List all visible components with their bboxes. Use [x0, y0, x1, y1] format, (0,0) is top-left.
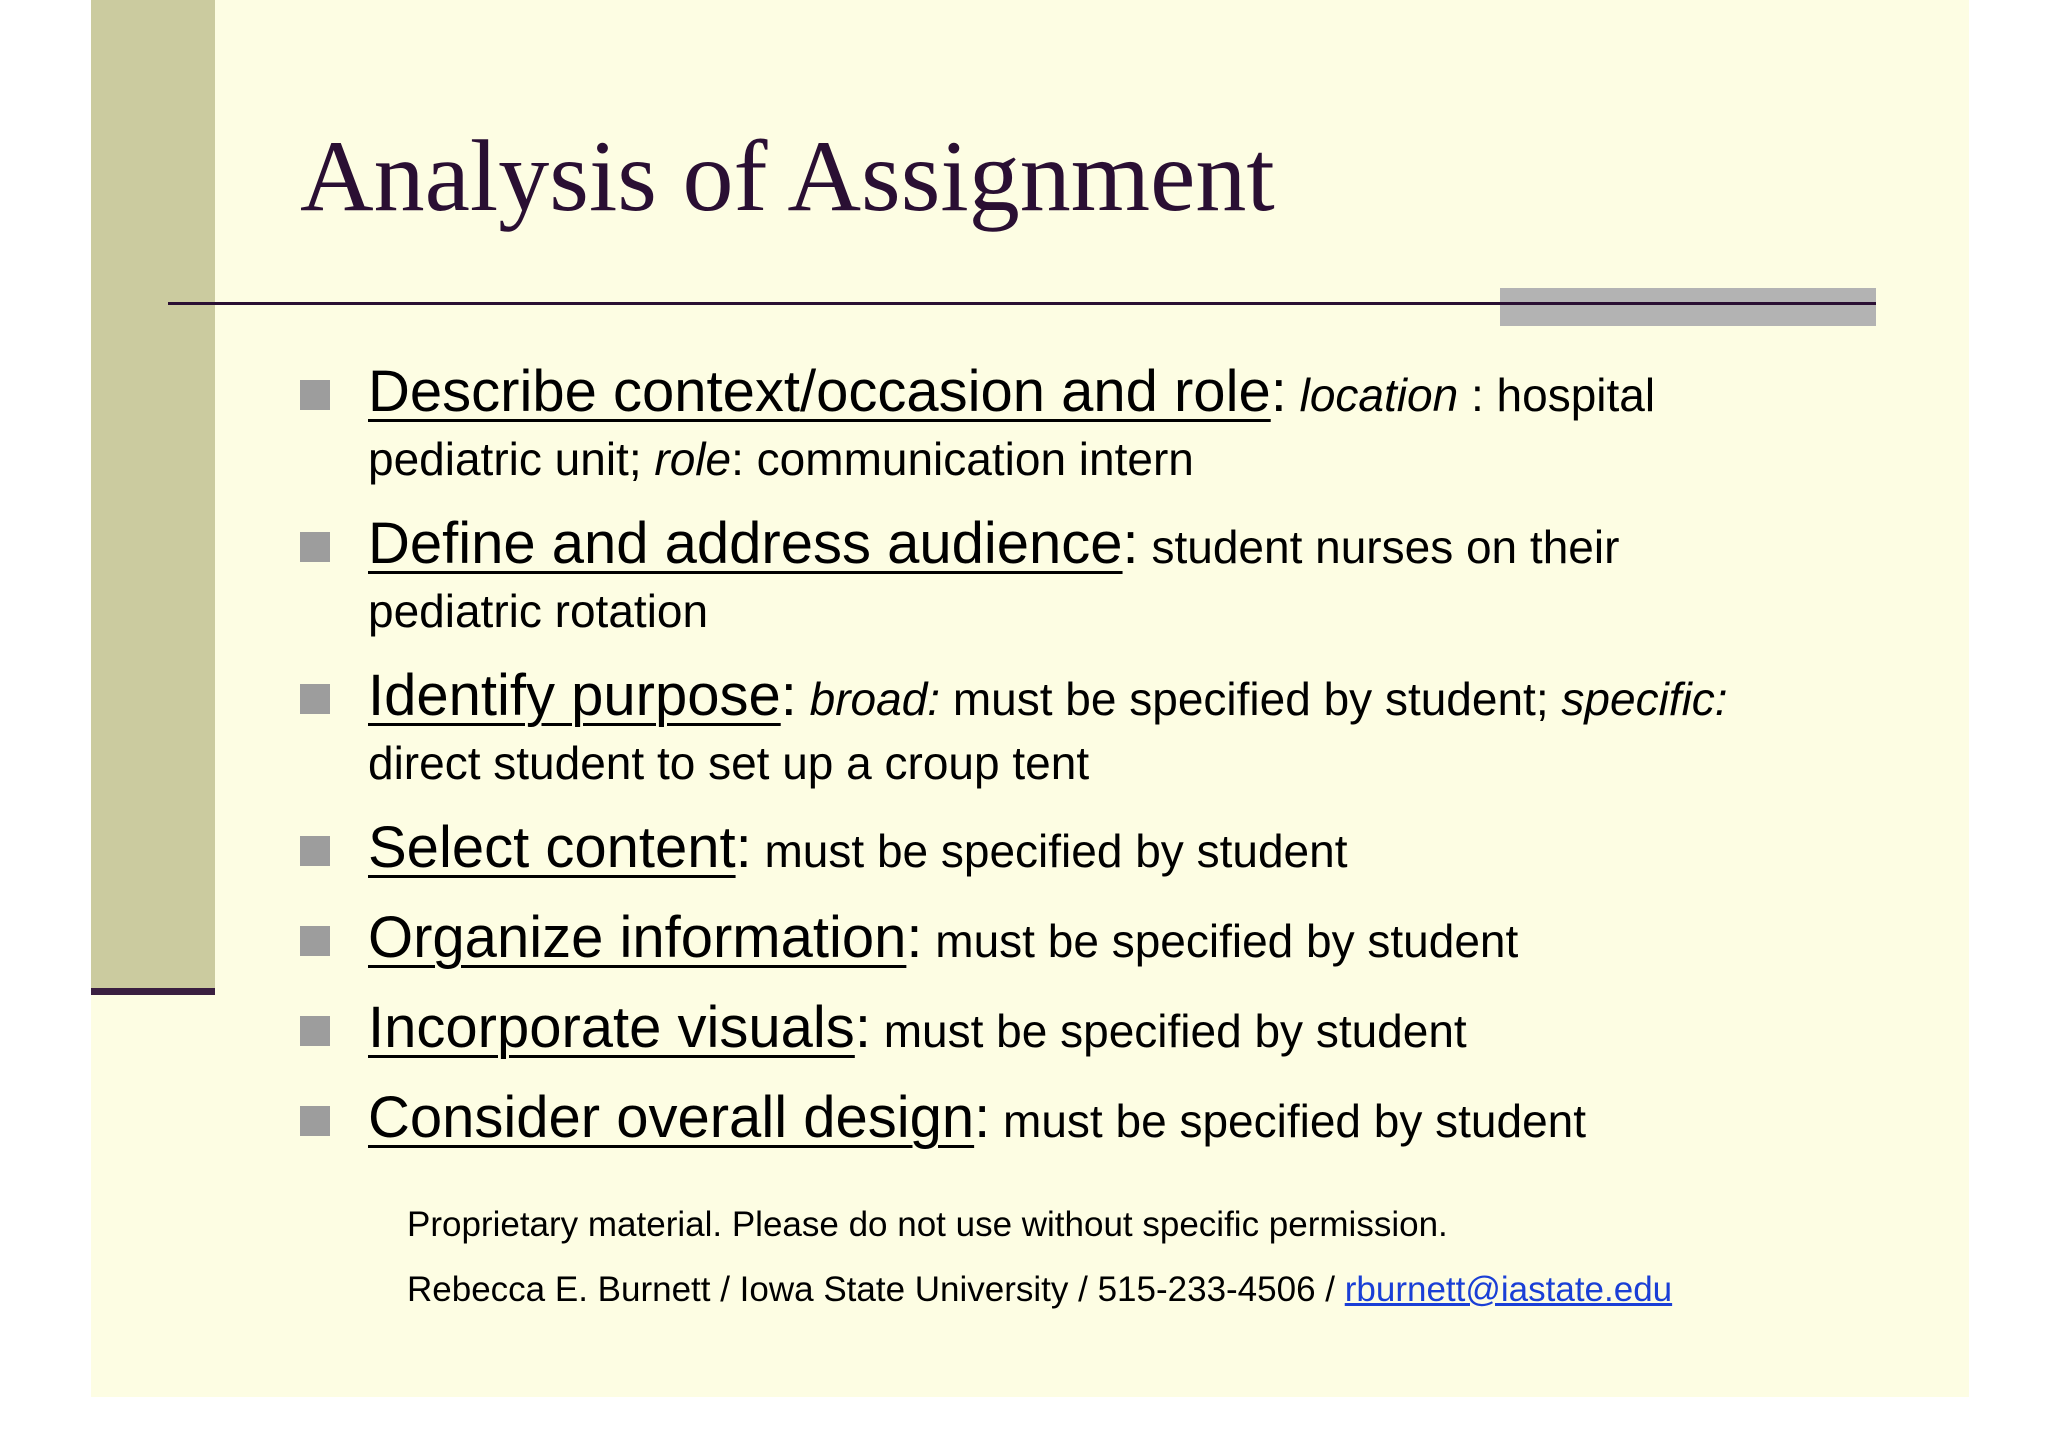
left-accent-line	[91, 988, 215, 995]
square-bullet-icon	[300, 1016, 330, 1046]
bullet-text: : hospital pediatric unit;	[368, 369, 1656, 485]
bullet-colon: :	[906, 905, 923, 970]
bullet-heading: Incorporate visuals	[368, 995, 855, 1060]
left-accent-bar	[91, 0, 215, 990]
bullet-colon: :	[1270, 359, 1287, 424]
bullet-heading: Select content	[368, 815, 736, 880]
square-bullet-icon	[300, 926, 330, 956]
footer-contact	[407, 1270, 1672, 1310]
bullet-item	[368, 996, 1788, 1063]
square-bullet-icon	[300, 532, 330, 562]
bullet-italic-label: location	[1299, 369, 1459, 421]
square-bullet-icon	[300, 380, 330, 410]
square-bullet-icon	[300, 684, 330, 714]
bullet-heading: Consider overall design	[368, 1085, 975, 1150]
bullet-item	[368, 816, 1788, 883]
bullet-colon: :	[1122, 511, 1139, 576]
bullet-text: direct student to set up a croup tent	[368, 737, 1090, 789]
bullet-text: must be specified by student	[870, 1005, 1467, 1057]
bullet-colon: :	[735, 815, 752, 880]
bullet-heading: Organize information	[368, 905, 907, 970]
bullet-italic-label: specific:	[1561, 673, 1728, 725]
footer-proprietary-notice: Proprietary material. Please do not use without specific permission.	[407, 1205, 1448, 1244]
divider-accent-line	[1500, 302, 1876, 305]
bullet-heading: Describe context/occasion and role	[368, 359, 1271, 424]
footer-contact-text: Rebecca E. Burnett / Iowa State University / 515-233-4506 /	[407, 1270, 1345, 1309]
bullet-text: must be specified by student;	[940, 673, 1562, 725]
bullet-colon: :	[780, 663, 797, 728]
bullet-text: : communication intern	[731, 433, 1194, 485]
bullet-text: must be specified by student	[922, 915, 1519, 967]
bullet-item	[368, 512, 1788, 643]
divider-accent-block	[1500, 288, 1876, 326]
bullet-item	[368, 906, 1788, 973]
square-bullet-icon	[300, 836, 330, 866]
bullet-italic-label: role	[654, 433, 732, 485]
bullet-item	[368, 1086, 1788, 1153]
bullet-text	[1287, 369, 1300, 421]
bullet-italic-label: broad:	[809, 673, 941, 725]
bullet-heading: Identify purpose	[368, 663, 781, 728]
bullet-colon: :	[854, 995, 871, 1060]
bullet-text	[797, 673, 810, 725]
bullet-text: student nurses on their pediatric rotation	[368, 521, 1620, 637]
email-link[interactable]: rburnett@iastate.edu	[1344, 1270, 1673, 1309]
square-bullet-icon	[300, 1106, 330, 1136]
bullet-heading: Define and address audience	[368, 511, 1123, 576]
bullet-item	[368, 664, 1788, 795]
bullet-colon: :	[974, 1085, 991, 1150]
bullet-text: must be specified by student	[990, 1095, 1587, 1147]
slide-title: Analysis of Assignment	[300, 120, 1275, 233]
bullet-item	[368, 360, 1788, 491]
bullet-text: must be specified by student	[751, 825, 1348, 877]
